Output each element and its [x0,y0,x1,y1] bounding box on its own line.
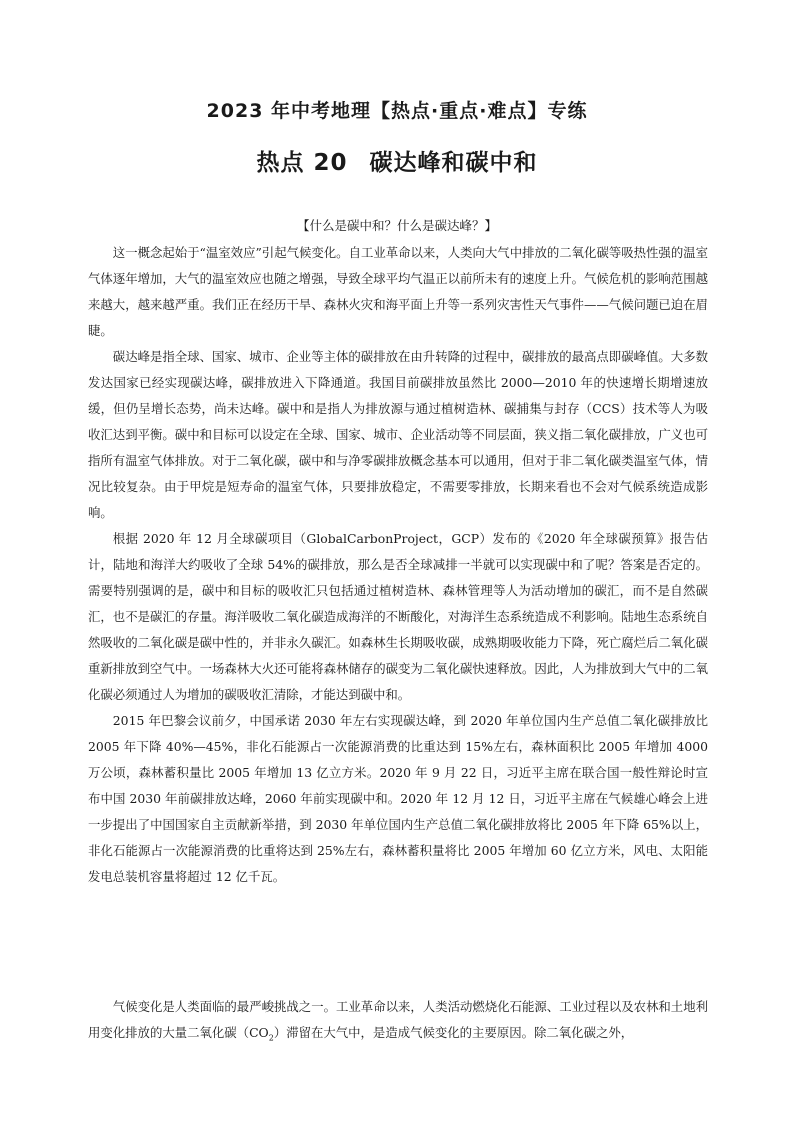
document-subtitle [0,144,794,177]
paragraph: 根据 2020 年 12 月全球碳项目（GlobalCarbonProject，GCP）发布的《2020 年全球碳预算》报告估计，陆地和海洋大约吸收了全球 54%的碳排放，那么是否全球减排一半就可以实现碳中和了呢？答案是否定的。需要特别强调的是，碳中和目标的吸收汇只包括通过植树造林、森林管理等人为活动增加的碳汇，而不是自然碳汇，也不是碳汇的存量。海洋吸收二氧化碳造成海洋的不断酸化，对海洋生态系统造成不利影响。陆地生态系统自然吸收的二氧化碳是碳中性的，并非永久碳汇。如森林生长期吸收碳，成熟期吸收能力下降，死亡腐烂后二氧化碳重新排放到空气中。一场森林大火还可能将森林储存的碳变为二氧化碳快速释放。因此，人为排放到大气中的二氧化碳必须通过人为增加的碳吸收汇清除，才能达到碳中和。 [88,531,708,702]
paragraph: 气候变化是人类面临的最严峻挑战之一。工业革命以来，人类活动燃烧化石能源、工业过程以及农林和土地利用变化排放的大量二氧化碳$(CO_2)$滞留在大气中，是造成气候变化的主要原因。除二氧化碳之外， [88,999,708,1043]
section-heading: 【什么是碳中和？什么是碳达峰？】 [296,218,497,233]
topic-number: 热点 20 [256,150,348,176]
paragraph: 这一概念起始于“温室效应”引起气候变化。自工业革命以来，人类向大气中排放的二氧化碳等吸热性强的温室气体逐年增加，大气的温室效应也随之增强，导致全球平均气温正以前所未有的速度上升。气候危机的影响范围越来越大，越来越严重。我们正在经历干旱、森林火灾和海平面上升等一系列灾害性天气事件——气候问题已迫在眉睫。 [88,245,708,338]
section2-body [88,994,708,1051]
paragraph: 碳达峰是指全球、国家、城市、企业等主体的碳排放在由升转降的过程中，碳排放的最高点即碳峰值。大多数发达国家已经实现碳达峰，碳排放进入下降通道。我国目前碳排放虽然比 2000—2010 年的快速增长期增速放缓，但仍呈增长态势，尚未达峰。碳中和是指人为排放源与通过植树造林、碳捕集与封存（CCS）技术等人为吸收汇达到平衡。碳中和目标可以设定在全球、国家、城市、企业活动等不同层面，狭义指二氧化碳排放，广义也可指所有温室气体排放。对于二氧化碳，碳中和与净零碳排放概念基本可以通用，但对于非二氧化碳类温室气体，情况比较复杂。由于甲烷是短寿命的温室气体，只要排放稳定，不需要零排放，长期来看也不会对气候系统造成影响。 [88,349,708,520]
paragraph: 2015 年巴黎会议前夕，中国承诺 2030 年左右实现碳达峰，到 2020 年单位国内生产总值二氧化碳排放比 2005 年下降 40%—45%，非化石能源占一次能源消费的比重达到 15%左右，森林面积比 2005 年增加 4000 万公顷，森林蓄积量比 2005 年增加 13 亿立方米。2020 年 9 月 22 日，习近平主席在联合国一般性辩论时宣布中国 2030 年前碳排放达峰，2060 年前实现碳中和。2020 年 12 月 12 日，习近平主席在气候雄心峰会上进一步提出了中国国家自主贡献新举措，到 2030 年单位国内生产总值二氧化碳排放将比 2005 年下降 65%以上，非化石能源占一次能源消费的比重将达到 25%左右，森林蓄积量将比 2005 年增加 60 亿立方米，风电、太阳能发电总装机容量将超过 12 亿千瓦。 [88,713,708,884]
topic-name: 碳达峰和碳中和 [369,150,538,176]
document-title: 2023 年中考地理【热点·重点·难点】专练 [206,100,588,122]
section-body [88,240,708,890]
